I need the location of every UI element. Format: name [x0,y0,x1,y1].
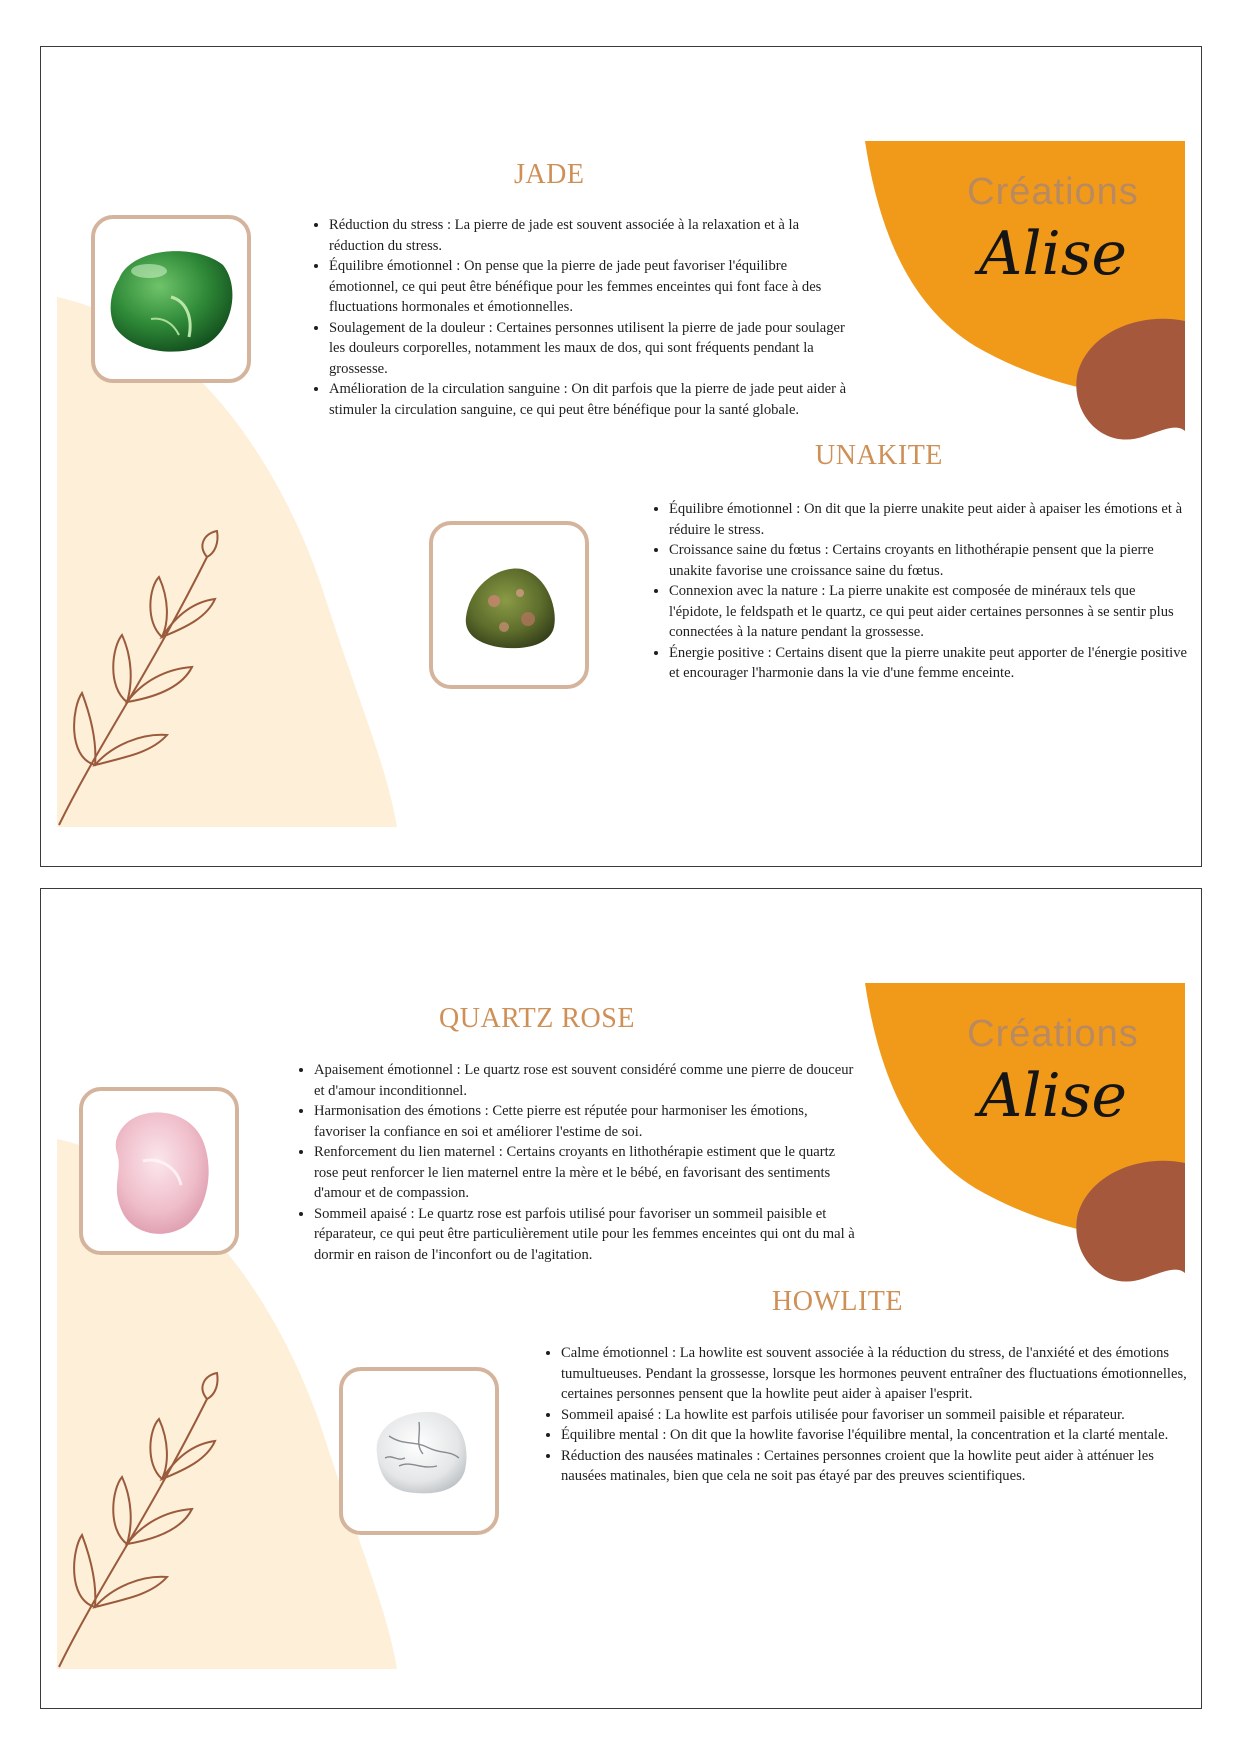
unakite-bullet-list [647,499,1189,684]
list-item: • Équilibre émotionnel : On pense que la pierre de jade peut favoriser l'équilibre émotionnel, ce qui peut être bénéfique pour les femmes enceintes qui font face à des fluctuations hormonales et émotionnelles. [329,256,849,318]
list-item: • Sommeil apaisé : Le quartz rose est parfois utilisé pour favoriser un sommeil paisible et réparateur, ce qui peut être particulièrement utile pour les femmes enceintes qui ont du mal à dormir en raison de l'inconfort ou de l'agitation. [314,1204,859,1266]
list-item: • Amélioration de la circulation sanguine : On dit parfois que la pierre de jade peut aider à stimuler la circulation sanguine, ce qui peut être bénéfique pour la santé globale. [329,379,849,420]
list-item: • Réduction des nausées matinales : Certaines personnes croient que la howlite peut aider à atténuer les nausées matinales, bien que cela ne soit pas étayé par des preuves scientifiques. [561,1446,1191,1487]
list-item: • Équilibre mental : On dit que la howlite favorise l'équilibre mental, la concentration et la clarté mentale. [561,1425,1191,1446]
list-item: • Harmonisation des émotions : Cette pierre est réputée pour harmoniser les émotions, favoriser la confiance en soi et améliorer l'estime de soi. [314,1101,859,1142]
quartz-rose-bullet-list [292,1060,859,1265]
list-item: • Calme émotionnel : La howlite est souvent associée à la réduction du stress, de l'anxiété et des émotions tumultueuses. Pendant la grossesse, lorsque les hormones peuvent entraîner des fluctuations émotionnelles, certaines personnes pensent que la howlite peut aider à apaiser l'esprit. [561,1343,1191,1405]
unakite-stone-icon [454,555,564,655]
brand-name-top: Créations [967,171,1139,213]
branch-illustration-icon [57,527,257,827]
stone-photo-frame [91,215,251,383]
stone-photo-frame [79,1087,239,1255]
list-item: • Énergie positive : Certains disent que la pierre unakite peut apporter de l'énergie positive et encourager l'harmonie dans la vie d'une femme enceinte. [669,643,1189,684]
section-title-jade: JADE [514,159,585,190]
branch-illustration-icon [57,1369,257,1669]
brand-name-script: Alise [978,219,1127,289]
brand-name-top: Créations [967,1013,1139,1055]
list-item: • Équilibre émotionnel : On dit que la pierre unakite peut aider à apaiser les émotions et à réduire le stress. [669,499,1189,540]
jade-stone-icon [101,239,241,359]
list-item: • Croissance saine du fœtus : Certains croyants en lithothérapie pensent que la pierre unakite favorise une croissance saine du fœtus. [669,540,1189,581]
brand-name-script: Alise [978,1061,1127,1131]
page-card-2 [40,888,1202,1709]
page-card-1 [40,46,1202,867]
list-item: • Soulagement de la douleur : Certaines personnes utilisent la pierre de jade pour soulager les douleurs corporelles, notamment les maux de dos, qui sont fréquents pendant la grossesse. [329,318,849,380]
stone-photo-frame [429,521,589,689]
section-title-howlite: HOWLITE [772,1286,904,1317]
jade-bullet-list [307,215,849,420]
list-item: • Renforcement du lien maternel : Certains croyants en lithothérapie estiment que le quartz rose peut renforcer le lien maternel entre la mère et le bébé, en favorisant des sentiments d'amour et de compassion. [314,1142,859,1204]
rose-quartz-stone-icon [99,1101,219,1241]
howlite-bullet-list [539,1343,1191,1487]
howlite-stone-icon [359,1396,479,1506]
section-title-unakite: UNAKITE [815,440,943,471]
list-item: • Connexion avec la nature : La pierre unakite est composée de minéraux tels que l'épidote, le feldspath et le quartz, ce qui peut aider certaines personnes à se sentir plus connectées à la nature pendant la grossesse. [669,581,1189,643]
list-item: • Réduction du stress : La pierre de jade est souvent associée à la relaxation et à la réduction du stress. [329,215,849,256]
stone-photo-frame [339,1367,499,1535]
section-title-quartz-rose: QUARTZ ROSE [439,1003,635,1034]
list-item: • Apaisement émotionnel : Le quartz rose est souvent considéré comme une pierre de douceur et d'amour inconditionnel. [314,1060,859,1101]
list-item: • Sommeil apaisé : La howlite est parfois utilisée pour favoriser un sommeil paisible et réparateur. [561,1405,1191,1426]
